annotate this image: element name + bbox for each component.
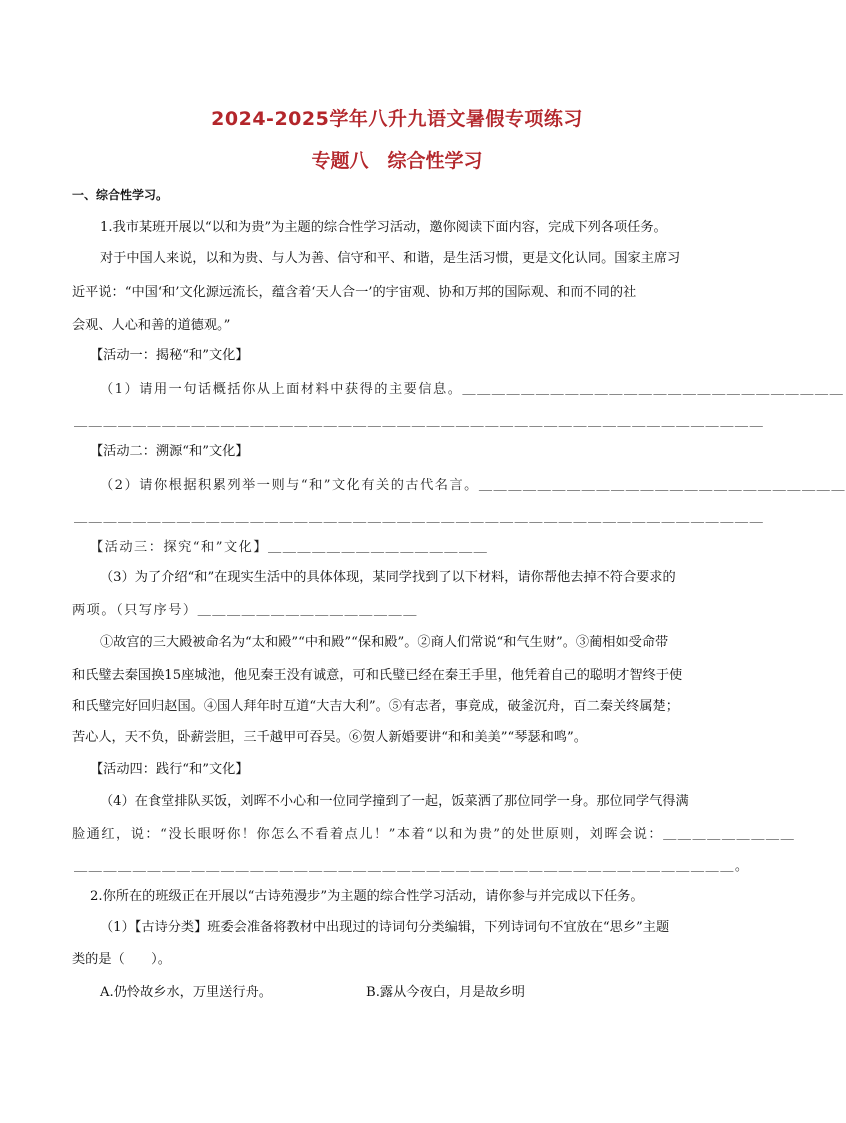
answer-blank: ＿＿＿＿＿＿＿＿＿＿＿＿＿＿＿＿＿＿＿＿＿＿＿＿＿＿＿＿＿＿＿＿＿＿＿＿＿＿＿＿＿＿＿＿＿。 [74, 859, 750, 874]
q2-intro: 2.你所在的班级正在开展以“古诗苑漫步”为主题的综合性学习活动，请你参与并完成以下任务。 [90, 889, 644, 904]
question-3: 两项。（只写序号）＿＿＿＿＿＿＿＿＿＿＿＿＿＿＿ [72, 603, 418, 618]
question-1: （1）请用一句话概括你从上面材料中获得的主要信息。＿＿＿＿＿＿＿＿＿＿＿＿＿＿＿＿＿＿＿＿＿＿＿＿＿＿ [100, 382, 845, 397]
activity-heading: 【活动四：践行“和”文化】 [90, 762, 249, 777]
options-text: ①故宫的三大殿被命名为“太和殿”“中和殿”“保和殿”。②商人们常说“和气生财”。③蔺相如受命带 [100, 635, 669, 650]
question-4: 脸通红，说：“没长眼呀你！你怎么不看着点儿！”本着“以和为贵”的处世原则，刘晖会说：＿＿＿＿＿＿＿＿＿ [72, 827, 796, 842]
activity-heading: 【活动一：揭秘“和”文化】 [90, 348, 249, 363]
question-3: （3）为了介绍“和”在现实生活中的具体体现，某同学找到了以下材料，请你帮他去掉不符合要求的 [100, 570, 676, 585]
q1-intro: 1.我市某班开展以“以和为贵”为主题的综合性学习活动，邀你阅读下面内容，完成下列各项任务。 [100, 220, 667, 235]
material-line: 近平说：“中国‘和’文化源远流长，蕴含着‘天人合一’的宇宙观、协和万邦的国际观、和而不同的社 [72, 285, 637, 300]
material-line: 会观、人心和善的道德观。” [72, 318, 231, 333]
question-2-1: 类的是（ ）。 [72, 952, 171, 967]
question-2-1: （1）【古诗分类】班委会准备将教材中出现过的诗词句分类编辑，下列诗词句不宜放在“思乡”主题 [100, 920, 670, 935]
option-b: B.露从今夜白，月是故乡明 [366, 985, 525, 1000]
answer-blank: ＿＿＿＿＿＿＿＿＿＿＿＿＿＿＿＿＿＿＿＿＿＿＿＿＿＿＿＿＿＿＿＿＿＿＿＿＿＿＿＿＿＿＿＿＿＿＿ [74, 414, 765, 429]
activity-heading: 【活动三：探究“和”文化】＿＿＿＿＿＿＿＿＿＿＿＿＿＿＿ [90, 540, 489, 555]
activity-heading: 【活动二：溯源“和”文化】 [90, 444, 249, 459]
page-subtitle: 专题八 综合性学习 [311, 150, 483, 172]
options-text: 和氏璧完好回归赵国。④国人拜年时互道“大吉大利”。⑤有志者，事竟成，破釜沉舟，百二秦关终属楚； [72, 699, 679, 714]
question-4: （4）在食堂排队买饭，刘晖不小心和一位同学撞到了一起，饭菜洒了那位同学一身。那位同学气得满 [100, 794, 689, 809]
page-title: 2024-2025学年八升九语文暑假专项练习 [211, 108, 583, 130]
answer-blank: ＿＿＿＿＿＿＿＿＿＿＿＿＿＿＿＿＿＿＿＿＿＿＿＿＿＿＿＿＿＿＿＿＿＿＿＿＿＿＿＿＿＿＿＿＿＿＿ [74, 510, 765, 525]
question-2: （2）请你根据积累列举一则与“和”文化有关的古代名言。＿＿＿＿＿＿＿＿＿＿＿＿＿＿＿＿＿＿＿＿＿＿＿＿＿ [100, 478, 846, 493]
options-text: 苦心人，天不负，卧薪尝胆，三千越甲可吞吴。⑥贺人新婚要讲“和和美美”“琴瑟和鸣”。 [72, 730, 587, 745]
option-a: A.仍怜故乡水，万里送行舟。 [100, 985, 272, 1000]
section-heading: 一、综合性学习。 [72, 188, 169, 202]
material-line: 对于中国人来说，以和为贵、与人为善、信守和平、和谐，是生活习惯，更是文化认同。国家主席习 [100, 251, 681, 266]
options-text: 和氏璧去秦国换15座城池，他见秦王没有诚意，可和氏璧已经在秦王手里，他凭着自己的聪明才智终于使 [72, 668, 683, 683]
